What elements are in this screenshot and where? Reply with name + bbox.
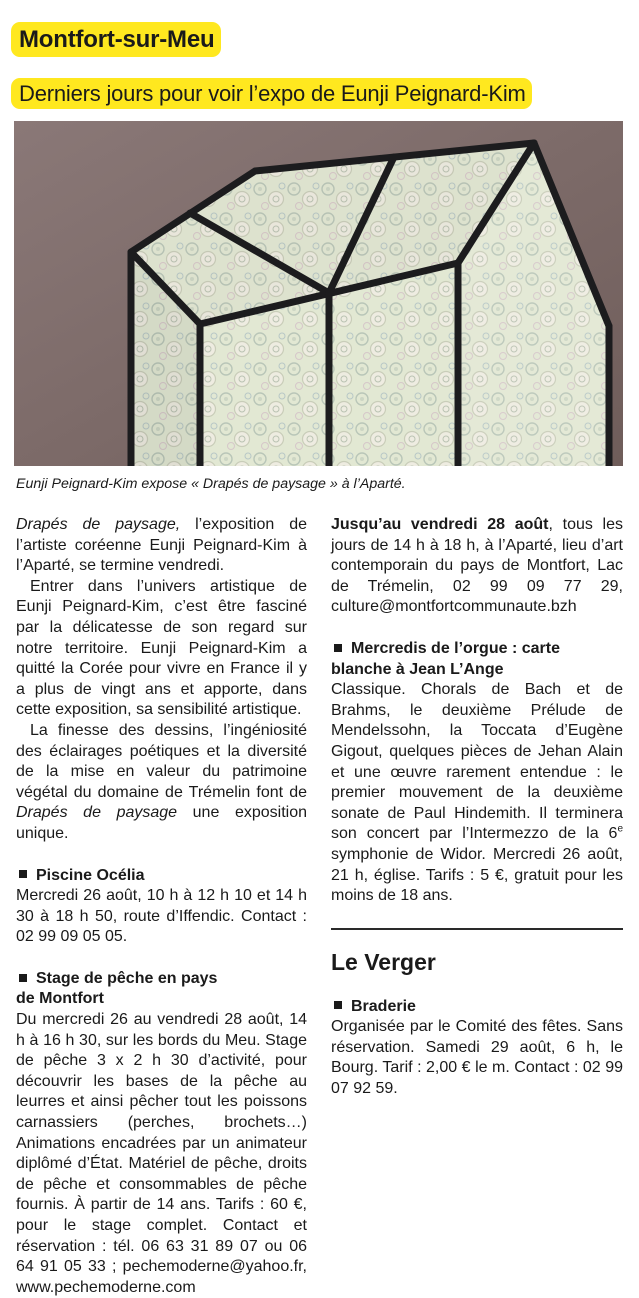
article-headline: Derniers jours pour voir l’expo de Eunji Peignard-Kim xyxy=(11,78,532,109)
brief-body-braderie: Organisée par le Comité des fêtes. Sans réservation. Samedi 29 août, 6 h, le Bourg. Tarif : 2,00 € le m. Contact : 02 99 07 92 59. xyxy=(331,1018,623,1098)
left-column xyxy=(16,515,307,1298)
brief-title-piscine: Piscine Océlia xyxy=(16,866,307,887)
article-paragraph-1: Drapés de paysage, l’exposition de l’artiste coréenne Eunji Peignard-Kim à l’Aparté, se termine vendredi. xyxy=(16,516,308,575)
brief-title-braderie: Braderie xyxy=(331,997,623,1018)
brief-title-stage: Stage de pêche en pays de Montfort xyxy=(16,969,218,1008)
bullet-square-icon xyxy=(334,644,342,652)
brief-body-piscine: Mercredi 26 août, 10 h à 12 h 10 et 14 h 30 à 18 h 50, route d’Iffendic. Contact : 02 99 09 05 05. xyxy=(16,887,307,946)
article-paragraph-4: Jusqu’au vendredi 28 août, tous les jours de 14 h à 18 h, à l’Aparté, lieu d’art contemporain du pays de Montfort, Lac de Trémelin, 02 99 09 77 29, culture@montfortcommunaute.bzh xyxy=(331,516,624,616)
town-heading: Montfort-sur-Meu xyxy=(11,22,221,57)
photo-caption: Eunji Peignard-Kim expose « Drapés de paysage » à l’Aparté. xyxy=(16,476,406,492)
town-heading-verger: Le Verger xyxy=(331,948,436,975)
right-column xyxy=(331,515,623,1100)
exhibition-title-italic: Drapés de paysage, xyxy=(16,516,181,533)
bullet-square-icon xyxy=(334,1001,342,1009)
bullet-square-icon xyxy=(19,870,27,878)
paper-house-illustration xyxy=(14,121,623,466)
bullet-square-icon xyxy=(19,974,27,982)
brief-body-stage: Du mercredi 26 au vendredi 28 août, 14 h à 16 h 30, sur les bords du Meu. Stage de pêche 3 x 2 h 30 d’activité, pour découvrir les bases de la pêche au leurres et ainsi pêcher tout les poissons carnassiers (perches, brochets…) Animations encadrées par un animateur diplômé d’État. Matériel de pêche, droits de pêche et consommables de pêche fournis. À partir de 14 ans. Tarifs : 60 €, pour le stage complet. Contact et réservation : tél. 06 63 31 89 07 ou 06 64 91 05 33 ; pechemoderne@yahoo.fr, www.pechemoderne.com xyxy=(16,1011,307,1296)
article-paragraph-2: Entrer dans l’univers artistique de Eunji Peignard-Kim, c’est être fasciné par la délicatesse de son regard sur notre territoire. Eunji Peignard-Kim a quitté la Corée pour vivre en France il y a plus de vingt ans et apporte, dans cette exposition, sa sensibilité artistique. xyxy=(16,577,307,719)
exhibition-photo xyxy=(14,121,623,466)
brief-body-orgue: Classique. Chorals de Bach et de Brahms, le deuxième Prélude de Mendelssohn, la Toccata d’Eugène Gigout, quelques pièces de Jehan Alain et une œuvre rarement entendue : le premier mouvement de la deuxième sonate de Paul Hindemith. Il terminera son concert par l’Intermezzo de la 6e symphonie de Widor. Mercredi 26 août, 21 h, église. Tarifs : 5 €, gratuit pour les moins de 18 ans. xyxy=(331,681,623,905)
article-paragraph-3: La finesse des dessins, l’ingéniosité des éclairages poétiques et la diversité de la mise en valeur du patrimoine végétal du domaine de Trémelin font de Drapés de paysage une exposition unique. xyxy=(16,721,307,842)
dates-bold: Jusqu’au vendredi 28 août xyxy=(331,516,549,533)
brief-title-orgue: Mercredis de l’orgue : carte blanche à Jean L’Ange xyxy=(331,639,560,678)
